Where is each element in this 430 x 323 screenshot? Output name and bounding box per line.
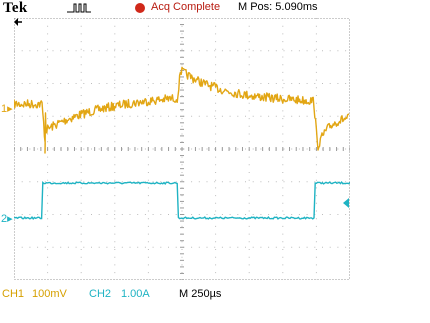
bottom-settings-bar bbox=[0, 286, 430, 302]
ch1-marker-arrow-icon: ▸ bbox=[7, 103, 13, 115]
ch1-marker-label: 1 bbox=[1, 103, 8, 115]
brand-logo: Tek bbox=[3, 0, 28, 16]
ch2-ground-marker bbox=[1, 212, 13, 225]
top-status-bar bbox=[0, 0, 430, 16]
scope-display[interactable] bbox=[14, 18, 350, 280]
acquisition-status-icon bbox=[135, 3, 145, 13]
ch1-label[interactable]: CH1 bbox=[2, 288, 25, 300]
ch1-scale[interactable]: 100mV bbox=[32, 288, 67, 300]
graticule bbox=[14, 18, 350, 280]
horizontal-position: M Pos: 5.090ms bbox=[238, 1, 318, 13]
ch2-scale[interactable]: 1.00A bbox=[121, 288, 150, 300]
ch2-marker-label: 2 bbox=[1, 213, 8, 225]
acquisition-status: Acq Complete bbox=[151, 1, 221, 13]
pulse-trigger-icon bbox=[66, 2, 92, 14]
ch2-marker-arrow-icon: ▸ bbox=[7, 213, 13, 225]
ch1-ground-marker bbox=[1, 102, 13, 115]
timebase-setting[interactable]: M 250µs bbox=[179, 288, 222, 300]
ch2-label[interactable]: CH2 bbox=[89, 288, 112, 300]
